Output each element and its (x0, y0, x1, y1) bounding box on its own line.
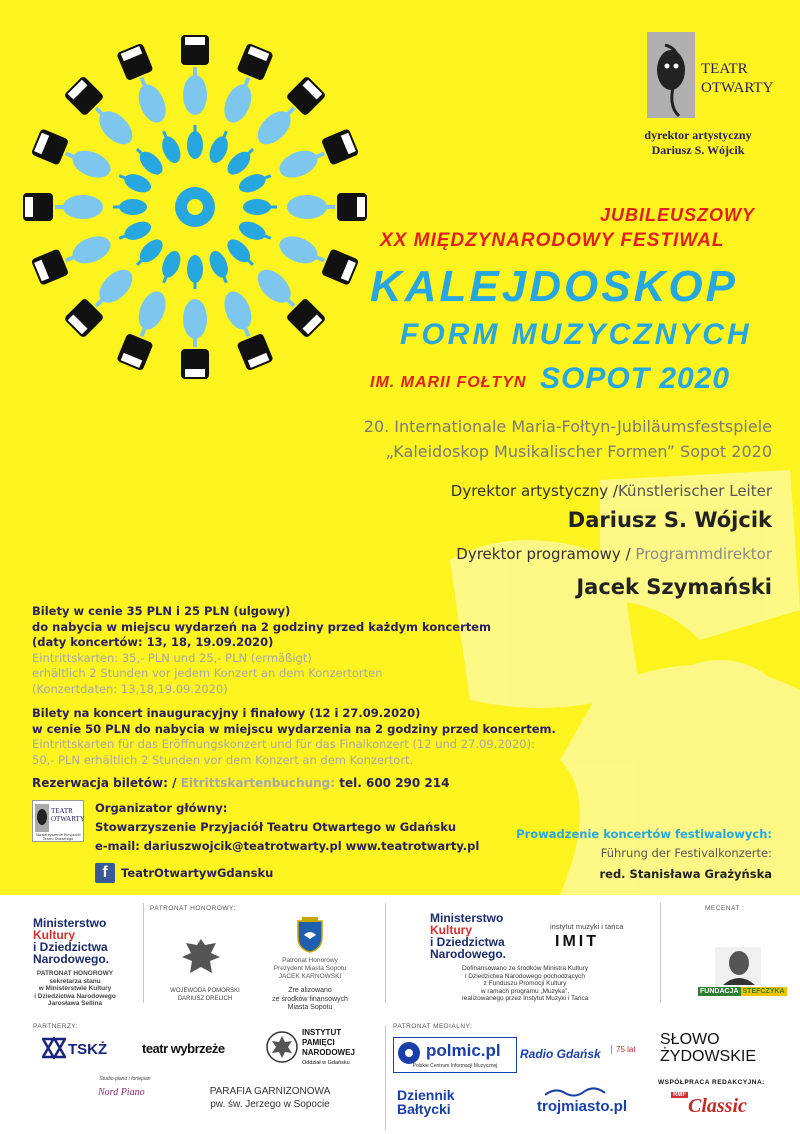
ipn-line3: NARODOWEJ (302, 1048, 355, 1057)
zrealizowano-3: Miasta Sopotu (287, 1004, 333, 1011)
wojewoda-title: WOJEWODA POMORSKI (170, 988, 240, 994)
parafia-line2: pw. św. Jerzego w Sopocie (210, 1099, 330, 1110)
zrealizowano-1: Zre alizowano (288, 987, 332, 994)
ipn-line1: INSTYTUT (302, 1028, 342, 1037)
slowo-line1: SŁOWO (660, 1031, 720, 1048)
reservation-phone[interactable]: tel. 600 290 214 (339, 776, 450, 790)
festival-place-year: SOPOT 2020 (540, 362, 731, 395)
fundacja-word: FUNDACJA (700, 988, 739, 995)
teatr-caption-name: Dariusz S. Wójcik (651, 143, 745, 157)
trojmiasto-waves-icon (545, 1085, 615, 1097)
gala-ticket-de1: Eintrittskarten für das Eröffnungskonzert und für das Finalkonzert (12 und 27.09.2020): (32, 737, 535, 751)
polmic-disc-icon (397, 1041, 421, 1065)
dziennik-line1: Dziennik (397, 1087, 455, 1103)
ipn-logo (302, 1028, 355, 1068)
artistic-director-pl: Dyrektor artystyczny / (450, 482, 618, 500)
label-partnerzy: PARTNERZY: (33, 1023, 79, 1030)
festival-german-line1: 20. Internationale Maria-Fołtyn-Jubiläumsfestspiele (363, 417, 772, 436)
min-patronat-1: PATRONAT HONOROWY (36, 970, 114, 977)
gala-ticket-info-block (32, 706, 612, 768)
ministerstwo-logo (33, 917, 109, 965)
organizer-label: Organizator główny: (95, 801, 228, 815)
tskz-logo: TSKŻ (68, 1041, 108, 1058)
festival-international: XX MIĘDZYNARODOWY FESTIWAL (380, 230, 725, 251)
ticket-price-pl: Bilety w cenie 35 PLN i 25 PLN (ulgowy) (32, 604, 291, 618)
ministerstwo-line1: Ministerstwo (33, 916, 107, 930)
program-director-de: Programmdirektor (635, 545, 772, 563)
dofin-3: z Funduszu Promocji Kultury (483, 980, 567, 988)
teatr-logo-line2: OTWARTY (701, 80, 774, 96)
polmic-logo (393, 1037, 517, 1073)
reservation-line (32, 776, 449, 790)
slowo-zydowskie-logo (660, 1031, 756, 1065)
radio-gdansk-years: 75 lat (611, 1045, 636, 1054)
ticket-price-de: Eintrittskarten: 35,- PLN und 25,- PLN (ermäßigt) (32, 650, 312, 665)
ipn-line4: Oddział w Gdańsku (302, 1060, 350, 1066)
program-director-label (456, 545, 772, 563)
dziennik-line2: Bałtycki (397, 1101, 451, 1117)
organizer-logo-caption: Stowarzyszenie Przyjaciół Teatru Otwartego (35, 833, 81, 841)
trojmiasto-logo: trojmiasto.pl (537, 1098, 628, 1115)
parafia (190, 1085, 350, 1111)
gala-ticket-de2: 50,- PLN erhältlich 2 Stunden vor dem Konzert an dem Konzertort. (32, 752, 414, 767)
prezydent-sopotu (255, 957, 365, 981)
dofinansowano (420, 965, 630, 1003)
kaleidoscope-logo (10, 22, 380, 392)
ministerstwo2-line2: Kultury (430, 923, 472, 937)
program-director-pl: Dyrektor programowy / (456, 545, 631, 563)
stefczyk-portrait-icon (715, 947, 761, 985)
organizer-logo-line2: OTWARTY (51, 815, 85, 823)
dofin-5: realizowanego przez Instytut Muzyki i Tańca (461, 995, 589, 1003)
facebook-handle[interactable]: TeatrOtwartywGdansku (121, 866, 274, 880)
festival-title-form: FORM MUZYCZNYCH (400, 318, 752, 351)
ministerstwo-line4: Narodowego. (33, 952, 110, 966)
fundacja-stefczyka-logo (698, 987, 787, 996)
polmic-subtext: Polskie Centrum Informacji Muzycznej (412, 1063, 498, 1069)
ticket-purchase-pl: do nabycia w miejscu wydarzeń na 2 godziny przed każdym koncertem (32, 619, 492, 634)
stefczyka-word: STEFCZYKA (742, 988, 785, 995)
label-wspolpraca: WSPÓŁPRACA REDAKCYJNA: (658, 1079, 765, 1086)
reservation-de: Eitrittskartenbuchung: (180, 776, 336, 790)
facebook-icon: f (95, 863, 115, 883)
zrealizowano (270, 987, 350, 1013)
min-patronat-2: sekretarza stanu (49, 977, 101, 985)
artistic-director-label (451, 482, 772, 500)
label-mecenat: MECENAT : (705, 905, 745, 912)
teatr-caption-role: dyrektor artystyczny (644, 128, 752, 142)
gala-ticket-pl2: w cenie 50 PLN do nabycia w miejscu wydarzenia na 2 godziny przed koncertem. (32, 721, 556, 736)
festival-patron: IM. MARII FOŁTYN (370, 374, 527, 391)
ministerstwo-line2: Kultury (33, 928, 75, 942)
ministerstwo2-line4: Narodowego. (430, 947, 507, 961)
ticket-dates-pl: (daty koncertów: 13, 18, 19.09.2020) (32, 635, 274, 649)
ticket-dates-de: (Konzertdaten: 13,18,19.09.2020) (32, 681, 228, 696)
organizer-block (95, 799, 479, 856)
festival-title-kalejdoskop: KALEJDOSKOP (370, 262, 738, 311)
teatr-caption (618, 128, 778, 158)
presenter-name: red. Stanisława Grażyńska (599, 867, 772, 881)
ministerstwo-patronat (20, 970, 130, 1008)
ministerstwo2-line1: Ministerstwo (430, 911, 504, 925)
presenter-label-de: Führung der Festivalkonzerte: (600, 846, 772, 860)
radio-gdansk-logo: Radio Gdańsk (520, 1047, 601, 1061)
tskz-star-icon (42, 1037, 66, 1059)
imit-logo: IMIT (555, 933, 599, 950)
organizer-contact[interactable]: e-mail: dariuszwojcik@teatrotwarty.pl www.teatrotwarty.pl (95, 839, 480, 853)
polish-eagle-icon (178, 935, 224, 981)
dofin-4: w ramach programu „Muzyka", (480, 987, 570, 995)
prezydent-line2: Prezydent Miasta Sopotu (273, 965, 347, 972)
dofin-2: i Dziedzictwa Narodowego pochodzących (465, 972, 585, 980)
artistic-director-de: Künstlerischer Leiter (617, 482, 772, 500)
organizer-logo-line1: TEATR (51, 807, 73, 815)
min-patronat-5: Jarosława Sellina (47, 1000, 103, 1007)
festival-german-line2: „Kaleidoskop Musikalischer Formen” Sopot 2020 (385, 442, 772, 461)
nord-piano-logo: Nord Piano (98, 1087, 145, 1098)
min-patronat-3: w Ministerstwie Kultury (38, 985, 112, 992)
min-patronat-4: i Dziedzictwa Narodowego (34, 992, 116, 1000)
ipn-emblem-icon (265, 1030, 299, 1064)
program-director-name: Jacek Szymański (576, 575, 772, 599)
label-patronat-medialny: PATRONAT MEDIALNY: (393, 1023, 473, 1030)
parafia-line1: PARAFIA GARNIZONOWA (209, 1086, 331, 1097)
ministerstwo2-line3: i Dziedzictwa (430, 935, 505, 949)
prezydent-line1: Patronat Honorowy (282, 957, 338, 964)
sponsors-footer (0, 895, 800, 1134)
ministerstwo-line3: i Dziedzictwa (33, 940, 108, 954)
organizer-name: Stowarzyszenie Przyjaciół Teatru Otwartego w Gdańsku (95, 820, 457, 834)
teatr-wybrzeze-logo: teatr wybrzeże (142, 1041, 225, 1056)
imit-caption: instytut muzyki i tańca (550, 922, 624, 931)
organizer-logo (32, 800, 84, 842)
ministerstwo-logo-2 (430, 912, 506, 960)
label-patronat-honorowy: PATRONAT HONOROWY: (150, 905, 236, 912)
reservation-pl: Rezerwacja biletów: / (32, 776, 177, 790)
polmic-text: polmic.pl (426, 1041, 501, 1060)
slowo-line2: ŻYDOWSKIE (660, 1048, 757, 1065)
teatr-otwarty-logo (645, 30, 777, 120)
rmf-logo: RMF (673, 1092, 686, 1098)
prezydent-line3: JACEK KARNOWSKI (278, 973, 342, 980)
zrealizowano-2: ze środków finansowych (272, 995, 348, 1003)
dziennik-baltycki-logo (397, 1088, 455, 1116)
ticket-purchase-de: erhältlich 2 Stunden vor jedem Konzert an dem Konzertorten (32, 666, 383, 680)
facebook-link[interactable] (95, 863, 273, 883)
nord-piano-caption: Studio piano i fortepian (99, 1076, 151, 1082)
classic-logo: Classic (688, 1095, 747, 1117)
festival-jubilee: JUBILEUSZOWY (600, 205, 756, 225)
wojewoda-name: DARIUSZ DRELICH (177, 996, 233, 1002)
artistic-director-name: Dariusz S. Wójcik (567, 508, 772, 532)
dofin-1: Dofinansowano ze środków Ministra Kultury (461, 965, 589, 972)
sopot-crest-icon (296, 917, 324, 953)
ticket-info-block (32, 604, 592, 697)
wojewoda (160, 987, 250, 1003)
ipn-line2: PAMIĘCI (302, 1038, 335, 1047)
gala-ticket-pl1: Bilety na koncert inauguracyjny i finałowy (12 i 27.09.2020) (32, 706, 421, 720)
teatr-logo-line1: TEATR (701, 61, 748, 77)
presenter-label-pl: Prowadzenie koncertów festiwalowych: (516, 827, 772, 841)
